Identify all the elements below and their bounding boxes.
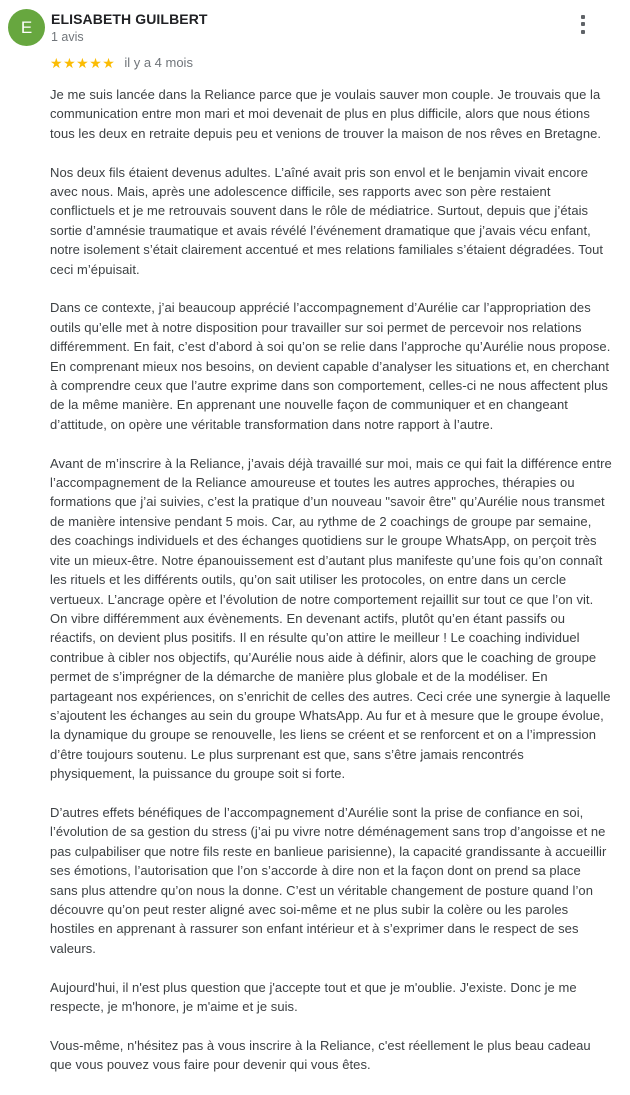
- rating-row: [50, 55, 612, 71]
- review-paragraph: Nos deux fils étaient devenus adultes. L’aîné avait pris son envol et le benjamin vivait encore avec nous. Mais, après une adolescence difficile, ses rapports avec son père restaient conflictuels et je me retrouvais souvent dans le rôle de médiatrice. Surtout, depuis que j’étais sortie d’amnésie traumatique et avais révélé l’événement dramatique que j’avais vécu enfant, notre isolement s’était clairement accentué et mes relations familiales s’étaient dégradées. Tout ceci m’épuisait.: [50, 164, 604, 277]
- review-paragraph: Vous-même, n'hésitez pas à vous inscrire à la Reliance, c'est réellement le plus beau cadeau que vous pouvez vous faire pour devenir qui vous êtes.: [50, 1037, 591, 1073]
- star-icon: ★: [50, 55, 63, 71]
- author-name[interactable]: ELISABETH GUILBERT: [51, 11, 208, 27]
- author-info: [51, 9, 208, 45]
- star-icon: ★: [89, 55, 102, 71]
- star-rating: [50, 56, 115, 70]
- more-vert-icon: [581, 30, 585, 34]
- review-paragraph: Aujourd'hui, il n'est plus question que j'accepte tout et que je m'oublie. J'existe. Donc je me respecte, je m'honore, je m'aime et je suis.: [50, 979, 577, 1015]
- review-paragraph: Avant de m’inscrire à la Reliance, j’avais déjà travaillé sur moi, mais ce qui fait la différence entre l’accompagnement de la Reliance amoureuse et toutes les autres approches, thérapies ou formations que j’ai suivies, c’est la pratique d’un nouveau "savoir être" qu’Aurélie nous transmet de manière intensive pendant 5 mois. Car, au rythme de 2 coachings de groupe par semaine, des coachings individuels et des échanges quotidiens sur le groupe WhatsApp, on perçoit très vite un mieux-être. Notre épanouissement est d’autant plus manifeste qu’une fois qu’on connaît les rituels et les différents outils, qu’on sait utiliser les protocoles, on entre dans un cercle vertueux. L’ancrage opère et l’évolution de notre comportement rejaillit sur tout ce que l’on vit. On vibre différemment aux évènements. En devenant actifs, plutôt qu’en étant passifs ou réactifs, on devient plus positifs. Il en résulte qu’on attire le meilleur ! Le coaching individuel contribue à cibler nos objectifs, qu’Aurélie nous aide à définir, alors que le coaching de groupe permet de s’imprégner de la démarche de manière plus globale et de la modéliser. En partageant nos expériences, on s’enrichit de celles des autres. Ceci crée une synergie à laquelle s’ajoutent les échanges au sein du groupe WhatsApp. Au fur et à mesure que le groupe évolue, la dynamique du groupe se renouvelle, les liens se créent et se renforcent et on a l’impression d’être toujours soutenu. Le plus surprenant est que, sans s’être jamais rencontrés physiquement, la puissance du groupe soit si forte.: [50, 455, 612, 782]
- review-time: il y a 4 mois: [124, 55, 193, 70]
- more-options-button[interactable]: [570, 9, 596, 39]
- more-vert-icon: [581, 15, 585, 19]
- review-paragraph: Je me suis lancée dans la Reliance parce que je voulais sauver mon couple. Je trouvais que la communication entre mon mari et moi devenait de plus en plus difficile, alors que nous étions tous les deux en retraite depuis peu et venions de trouver la maison de nos rêves en Bretagne.: [50, 87, 602, 141]
- author-review-count: 1 avis: [51, 30, 84, 44]
- review-header: [8, 9, 612, 46]
- review-paragraph: D’autres effets bénéfiques de l’accompagnement d’Aurélie sont la prise de confiance en soi, l’évolution de sa gestion du stress (j’ai pu vivre notre déménagement sans trop d’angoisse et ne pas culpabiliser que notre fils reste en banlieue parisienne), la capacité grandissante à accueillir ses émotions, l’autorisation que l’on s’accorde à dire non et la façon dont on prend sa place sans plus attendre qu’on nous la donne. C’est un véritable changement de posture quand l’on découvre qu’on peut rester aligné avec soi-même et ne plus subir la colère ou les paroles hostiles en apprenant à rassurer son enfant intérieur et à s’exprimer dans le respect de ses valeurs.: [50, 804, 607, 956]
- avatar-initial: E: [20, 17, 33, 37]
- star-icon: ★: [76, 55, 89, 71]
- more-vert-icon: [581, 22, 585, 26]
- review-text: [50, 85, 612, 1075]
- star-icon: ★: [63, 55, 76, 71]
- review-paragraph: Dans ce contexte, j’ai beaucoup apprécié l’accompagnement d’Aurélie car l’appropriation des outils qu’elle met à notre disposition pour travailler sur soi permet de percevoir nos relations différemment. En fait, c’est d’abord à soi qu’on se relie dans l’approche qu’Aurélie nous propose. En comprenant mieux nos besoins, on devient capable d’analyser les situations et, en cherchant à comprendre ceux que l’autre exprime dans son comportement, celles-ci ne nous affectent plus de la même manière. En apprenant une nouvelle façon de communiquer et en changeant d’attitude, on opère une véritable transformation dans notre rapport à l’autre.: [50, 300, 611, 432]
- avatar[interactable]: [8, 9, 45, 46]
- star-icon: ★: [102, 55, 115, 71]
